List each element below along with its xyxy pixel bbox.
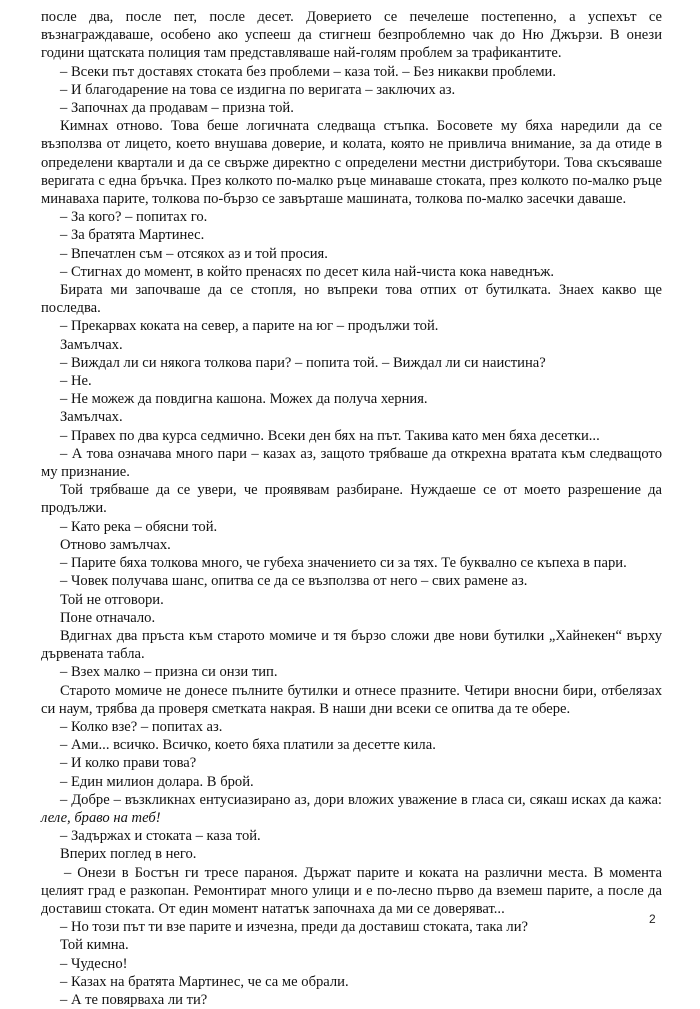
paragraph: – За кого? – попитах го. xyxy=(60,209,208,226)
paragraph: – Започнах да продавам – призна той. xyxy=(60,100,294,117)
paragraph: – Казах на братята Мартинес, че са ме обрали. xyxy=(60,973,349,990)
paragraph: – И колко прави това? xyxy=(60,755,197,772)
paragraph: – А те повярваха ли ти? xyxy=(60,991,208,1008)
paragraph: – Впечатлен съм – отсякох аз и той просия. xyxy=(60,245,328,262)
paragraph: – Не. xyxy=(60,373,92,390)
paragraph: Той кимна. xyxy=(60,937,129,954)
paragraph: Отново замълчах. xyxy=(60,536,171,553)
paragraph: – Но този път ти взе парите и изчезна, преди да доставиш стоката, така ли? xyxy=(60,919,528,936)
paragraph: после два, после пет, после десет. Доверието се печелеше постепенно, а успехът се възнаграждаваше, особено ако успееш да стигнеш безпроблемно чак до Ню Джързи. В онези години щатската полиция там представляваше най-голям проблем за трафикантите. xyxy=(41,9,662,62)
paragraph: – Чудесно! xyxy=(60,955,128,972)
paragraph: – И благодарение на това се издигна по веригата – заключих аз. xyxy=(60,81,456,98)
paragraph: – Стигнах до момент, в който пренасях по десет кила най-чиста кока наведнъж. xyxy=(60,263,555,280)
paragraph: – Един милион долара. В брой. xyxy=(60,773,254,790)
paragraph: – Не можеж да повдигна кашона. Можех да получа херния. xyxy=(60,391,428,408)
paragraph: Той не отговори. xyxy=(60,591,164,608)
paragraph: Замълчах. xyxy=(60,409,123,426)
paragraph: – Прекарвах коката на север, а парите на юг – продължи той. xyxy=(60,318,439,335)
paragraph: Той трябваше да се увери, че проявявам разбиране. Нуждаеше се от моето разрешение да продължи. xyxy=(41,482,662,517)
paragraph: – А това означава много пари – казах аз, защото трябваше да открехна вратата към следващото му признание. xyxy=(41,445,662,481)
paragraph: Вдигнах два пръста към старото момиче и тя бързо сложи две нови бутилки „Хайнекен“ върху дървената табла. xyxy=(41,627,662,663)
paragraph: – Човек получава шанс, опитва се да се възползва от него – свих рамене аз. xyxy=(60,573,528,590)
paragraph: Старото момиче не донесе пълните бутилки и отнесе празните. Четири вносни бири, отбелязах си наум, трябва да проверя сметката накрая. В наши дни всеки се опитва да те обере. xyxy=(41,682,662,717)
paragraph: – Колко взе? – попитах аз. xyxy=(60,718,223,735)
paragraph: – Парите бяха толкова много, че губеха значението си за тях. Те буквално се къпеха в пари. xyxy=(60,555,627,572)
paragraph: – Като река – обясни той. xyxy=(60,518,218,535)
paragraph: Бирата ми започваше да се стопля, но въпреки това отпих от бутилката. Знаех какво ще последва. xyxy=(41,282,662,317)
paragraph: – Онези в Бостън ги тресе параноя. Държат парите и коката на различни места. В момента целият град е разкопан. Ремонтират много улици и е по-лесно първо да вземеш парите, а после да доставиш стоката. От един момент нататък започнаха да ми се доверяват... xyxy=(41,864,662,917)
paragraph: Поне отначало. xyxy=(60,609,156,626)
paragraph: – Ами... всичко. Всичко, което бяха платили за десетте кила. xyxy=(60,737,436,754)
paragraph: – Взех малко – призна си онзи тип. xyxy=(60,664,278,681)
paragraph: Вперих поглед в него. xyxy=(60,846,197,863)
paragraph: Кимнах отново. Това беше логичната следваща стъпка. Босовете му бяха наредили да се възползва от лицето, което внушава доверие, и колата, която не привлича внимание, за да отиде в определени квартали и да се свърже директно с определени местни дистрибутори. Това скъсяваше веригата с една бръчка. През колкото по-малко ръце минаваше стоката, през колкото по-малко ръце минаваха парите, толкова по-бързо се завърташе машината, толкова по-малко засечки даваше. xyxy=(41,118,662,208)
paragraph: – Виждал ли си някога толкова пари? – попита той. – Виждал ли си наистина? xyxy=(60,354,546,371)
paragraph: – Правех по два курса седмично. Всеки ден бях на път. Такива като мен бяха десетки... xyxy=(60,427,600,444)
page-body-text xyxy=(41,8,662,1009)
page-number: 2 xyxy=(649,912,656,926)
emphasis-phrase: леле, браво на теб! xyxy=(41,809,161,826)
paragraph: – Задържах и стоката – каза той. xyxy=(60,828,261,845)
paragraph-with-emphasis xyxy=(41,791,662,827)
paragraph-lead-text: – Добре – възкликнах ентусиазирано аз, дори вложих уважение в гласа си, сякаш исках да кажа: xyxy=(60,791,662,808)
paragraph: – За братята Мартинес. xyxy=(60,227,205,244)
paragraph: Замълчах. xyxy=(60,336,123,353)
paragraph: – Всеки път доставях стоката без проблеми – каза той. – Без никакви проблеми. xyxy=(60,63,557,80)
